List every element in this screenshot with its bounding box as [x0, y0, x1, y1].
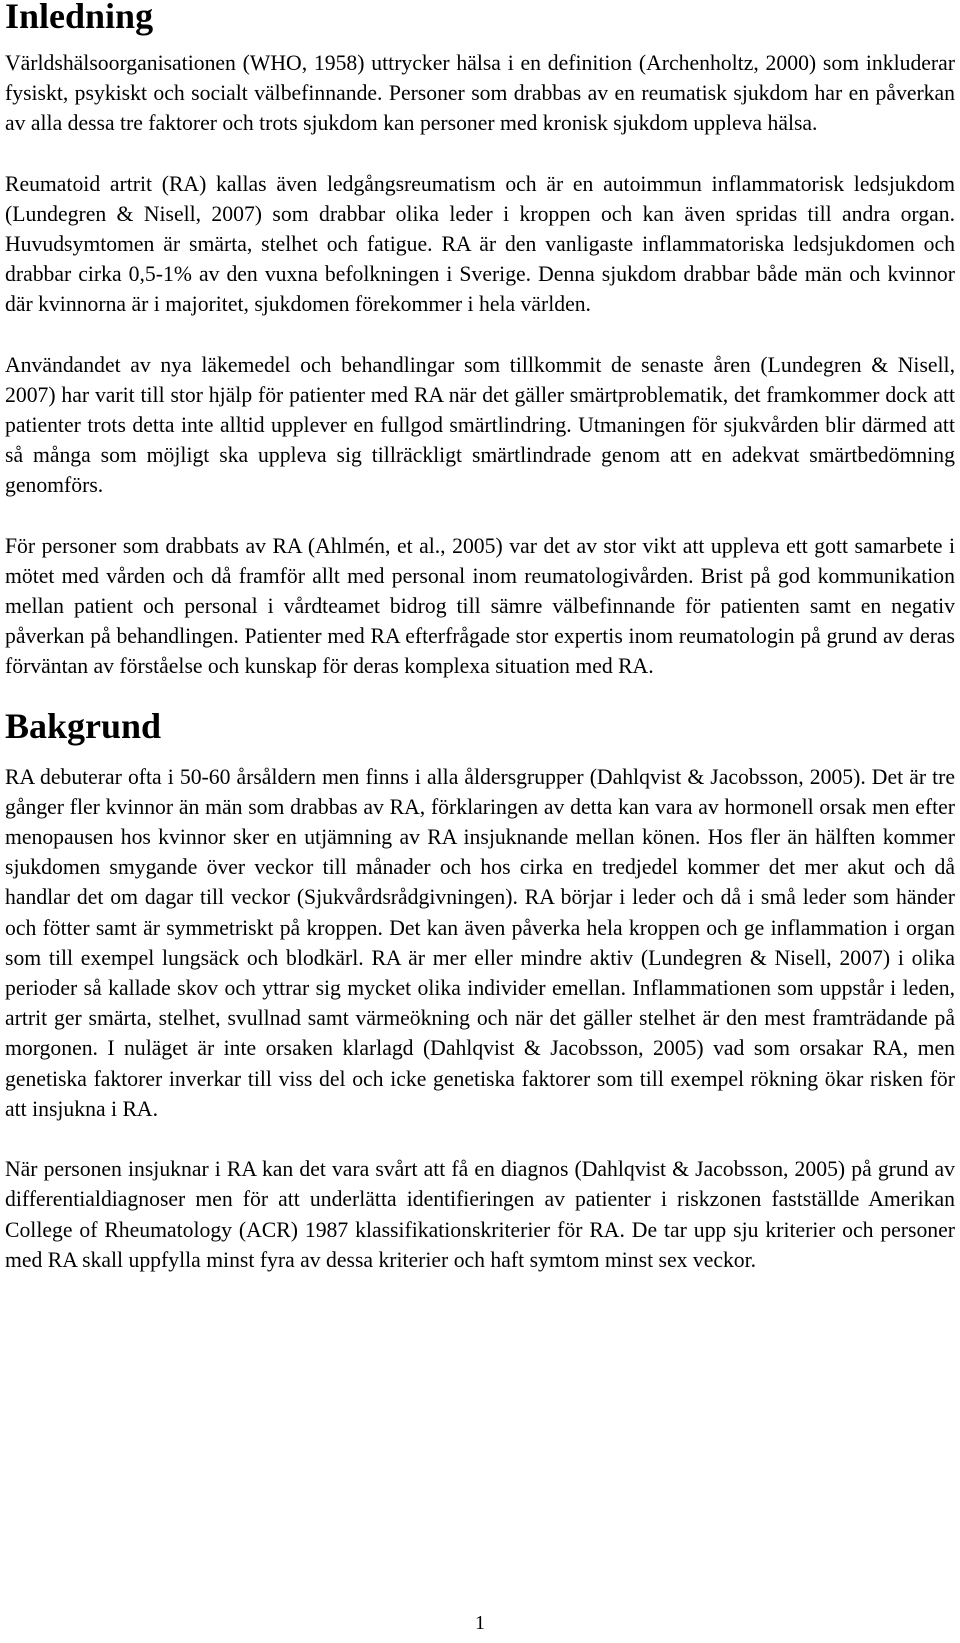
page-number: 1 [475, 1612, 485, 1634]
section-heading-inledning: Inledning [5, 0, 154, 36]
section-heading-bakgrund: Bakgrund [5, 705, 162, 746]
paragraph-inledning-3: Användandet av nya läkemedel och behandlingar som tillkommit de senaste åren (Lundegren & Nisell, 2007) har varit till stor hjälp för patienter med RA när det gäller smärtproblematik, det framkommer dock att patienter trots detta inte alltid upplever en fullgod smärtlindring. Utmaningen för sjukvården blir därmed att så många som möjligt ska uppleva sig tillräckligt smärtlindrade genom att en adekvat smärtbedömning genomförs. [5, 352, 955, 498]
paragraph-bakgrund-2: När personen insjuknar i RA kan det vara svårt att få en diagnos (Dahlqvist & Jacobsson, 2005) på grund av differentialdiagnoser men för att underlätta identifieringen av patienter i riskzonen fastställde Amerikan College of Rheumatology (ACR) 1987 klassifikationskriterier för RA. De tar upp sju kriterier och personer med RA skall uppfylla minst fyra av dessa kriterier och haft symtom minst sex veckor. [5, 1157, 955, 1272]
paragraph-inledning-1: Världshälsoorganisationen (WHO, 1958) uttrycker hälsa i en definition (Archenholtz, 2000) som inkluderar fysiskt, psykiskt och socialt välbefinnande. Personer som drabbas av en reumatisk sjukdom har en påverkan av alla dessa tre faktorer och trots sjukdom kan personer med kronisk sjukdom uppleva hälsa. [5, 51, 955, 136]
paragraph-bakgrund-1: RA debuterar ofta i 50-60 årsåldern men finns i alla åldersgrupper (Dahlqvist & Jacobsson, 2005). Det är tre gånger fler kvinnor än män som drabbas av RA, förklaringen av detta kan vara av hormonell orsak men efter menopausen hos kvinnor sker en utjämning av RA insjuknande mellan könen. Hos fler än hälften kommer sjukdomen smygande över veckor till månader och hos cirka en tredjedel kommer det mer akut och då handlar det om dagar till veckor (Sjukvårdsrådgivningen). RA börjar i leder och då i små leder som händer och fötter samt är symmetriskt på kroppen. Det kan även påverka hela kroppen och ge inflammation i organ som till exempel lungsäck och blodkärl. RA är mer eller mindre aktiv (Lundegren & Nisell, 2007) i olika perioder så kallade skov och yttrar sig mycket olika individer emellan. Inflammationen som uppstår i leden, artrit ger smärta, stelhet, svullnad samt värmeökning och när det gäller stelhet är den mest framträdande på morgonen. I nuläget är inte orsaken klarlagd (Dahlqvist & Jacobsson, 2005) vad som orsakar RA, men genetiska faktorer inverkar till viss del och icke genetiska faktorer som till exempel rökning ökar risken för att insjukna i RA. [5, 764, 955, 1121]
document-body [5, 0, 955, 1275]
paragraph-inledning-4: För personer som drabbats av RA (Ahlmén, et al., 2005) var det av stor vikt att uppleva ett gott samarbete i mötet med vården och då framför allt med personal inom reumatologivården. Brist på god kommunikation mellan patient och personal i vårdteamet bidrog till sämre välbefinnande för patienten samt en negativ påverkan på behandlingen. Patienter med RA efterfrågade stor expertis inom reumatologin på grund av deras förväntan av förståelse och kunskap för deras komplexa situation med RA. [5, 533, 955, 679]
paragraph-inledning-2: Reumatoid artrit (RA) kallas även ledgångsreumatism och är en autoimmun inflammatorisk ledsjukdom (Lundegren & Nisell, 2007) som drabbar olika leder i kroppen och kan även spridas till andra organ. Huvudsymtomen är smärta, stelhet och fatigue. RA är den vanligaste inflammatoriska ledsjukdomen och drabbar cirka 0,5-1% av den vuxna befolkningen i Sverige. Denna sjukdom drabbar både män och kvinnor där kvinnorna är i majoritet, sjukdomen förekommer i hela världen. [5, 171, 955, 317]
